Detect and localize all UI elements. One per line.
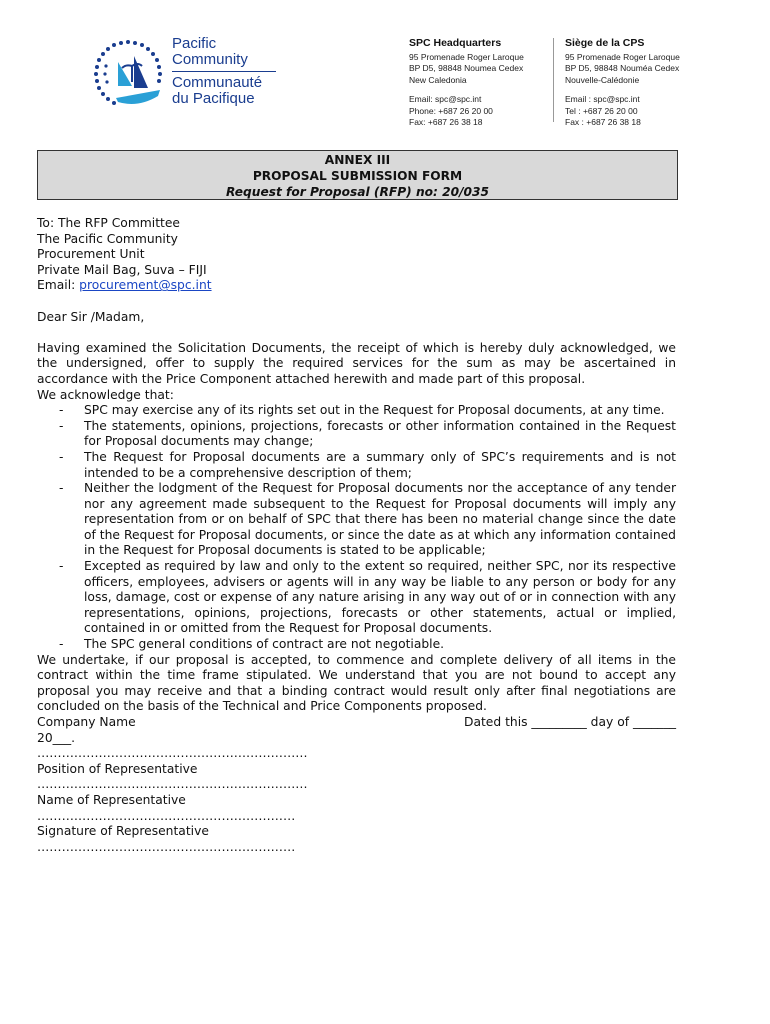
- address-org: The Pacific Community: [37, 231, 178, 246]
- procurement-email-link[interactable]: procurement@spc.int: [79, 278, 212, 293]
- company-date-row: [37, 715, 676, 731]
- list-item: - Neither the lodgment of the Request for Proposal documents nor the acceptance of any tender nor any agreement made subsequent to the Request for Proposal documents will imply any representation from or on behalf of SPC that there has been no material change since the date of the Request for Proposal documents, or since the date as at which any information contained in the Request for Proposal documents is stated to be applicable;: [37, 481, 676, 559]
- hq-en-phone: Phone: +687 26 20 00: [409, 105, 493, 116]
- ack-heading: We acknowledge that:: [37, 387, 174, 402]
- hq-divider: [553, 38, 554, 122]
- address-to: To: The RFP Committee: [37, 216, 180, 230]
- logo-name-fr-2: du Pacifique: [172, 90, 255, 107]
- logo-name-en-2: Community: [172, 51, 248, 68]
- list-item: - The Request for Proposal documents are a summary only of SPC’s requirements and is not intended to be a comprehensive description of them;: [37, 450, 676, 481]
- list-item: - SPC may exercise any of its rights set out in the Request for Proposal documents, at any time.: [37, 403, 676, 419]
- annex-title: ANNEX III: [324, 153, 391, 167]
- company-name-field[interactable]: …………………………………………………………: [37, 746, 308, 761]
- hq-en-email: Email: spc@spc.int: [409, 94, 482, 105]
- logo-divider: [172, 71, 276, 72]
- logo-wordmark: [172, 36, 276, 107]
- list-item: - Excepted as required by law and only to the extent so required, neither SPC, nor its respective officers, employees, advisers or agents will in any way be liable to any person or body for any loss, damage, cost or expense of any nature arising in any way out of or in connection with any representations, opinions, projections, forecasts or other statements, actual or implied, contained in or omitted from the Request for Proposal documents.: [37, 559, 676, 637]
- hq-fr-fax: Fax : +687 26 38 18: [565, 117, 641, 128]
- dated-field[interactable]: Dated this _________ day of _______: [463, 715, 676, 729]
- hq-en-addr2: BP D5, 98848 Noumea Cedex: [409, 63, 524, 74]
- position-field[interactable]: …………………………………………………………: [37, 777, 308, 792]
- address-unit: Procurement Unit: [37, 247, 145, 262]
- hq-fr-title: Siège de la CPS: [565, 37, 645, 49]
- salutation: Dear Sir /Madam,: [37, 309, 145, 324]
- list-item: - The SPC general conditions of contract are not negotiable.: [37, 637, 676, 653]
- hq-en-title: SPC Headquarters: [409, 37, 502, 49]
- address-email-line: [37, 278, 676, 294]
- ack-list: [37, 403, 676, 653]
- signature-field[interactable]: ………………………………………………………: [37, 839, 296, 854]
- position-label: Position of Representative: [37, 761, 198, 776]
- rfp-number: Request for Proposal (RFP) no: 20/035: [226, 185, 489, 199]
- year-field[interactable]: 20___.: [37, 730, 76, 745]
- hq-fr-addr2: BP D5, 98848 Nouméa Cedex: [565, 63, 680, 74]
- logo-name-fr-1: Communauté: [172, 74, 263, 91]
- annex-subtitle: PROPOSAL SUBMISSION FORM: [252, 169, 463, 183]
- hq-fr-addr1: 95 Promenade Roger Laroque: [565, 52, 680, 62]
- name-field[interactable]: ………………………………………………………: [37, 808, 296, 823]
- logo-name-en-1: Pacific: [172, 35, 217, 52]
- hq-fr-email: Email : spc@spc.int: [565, 94, 640, 105]
- intro-paragraph: Having examined the Solicitation Documents, the receipt of which is hereby duly acknowledged, we the undersigned, offer to supply the required services for the sum as may be ascertained in accordance with the Price Component attached herewith and made part of this proposal.: [37, 340, 676, 386]
- pacific-community-emblem-icon: [88, 36, 168, 116]
- hq-address-english: [409, 37, 524, 128]
- hq-en-addr1: 95 Promenade Roger Laroque: [409, 52, 524, 62]
- address-mail: Private Mail Bag, Suva – FIJI: [37, 262, 207, 277]
- name-label: Name of Representative: [37, 792, 186, 807]
- annex-header-box: [37, 150, 678, 200]
- email-label: Email:: [37, 278, 80, 293]
- hq-en-addr3: New Caledonia: [409, 74, 467, 85]
- undertake-paragraph: We undertake, if our proposal is accepted, to commence and complete delivery of all items in the contract within the time frame stipulated. We understand that you are not bound to accept any proposal you may receive and that a binding contract would result only after final negotiations are concluded on the basis of the Technical and Price Components proposed.: [37, 652, 676, 714]
- hq-en-fax: Fax: +687 26 38 18: [409, 117, 483, 128]
- company-name-label: Company Name: [37, 715, 136, 729]
- spc-logo: [88, 36, 288, 116]
- letter-body: [37, 216, 676, 855]
- hq-fr-addr3: Nouvelle-Calédonie: [565, 74, 640, 85]
- list-item: - The statements, opinions, projections, forecasts or other information contained in the Request for Proposal documents may change;: [37, 419, 676, 450]
- hq-fr-phone: Tel : +687 26 20 00: [565, 105, 638, 116]
- hq-address-french: [565, 37, 680, 128]
- signature-label: Signature of Representative: [37, 824, 209, 839]
